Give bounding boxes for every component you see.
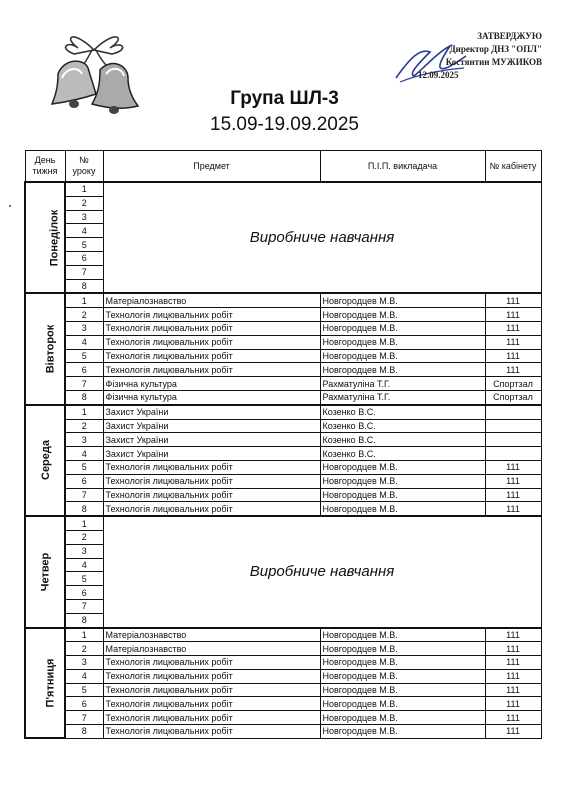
subject-cell: Фізична культура xyxy=(103,390,320,404)
lesson-number: 6 xyxy=(65,363,103,377)
table-row xyxy=(25,335,541,349)
day-cell xyxy=(25,405,65,516)
day-cell xyxy=(25,293,65,404)
col-room: № кабінету xyxy=(485,151,541,183)
lesson-number: 8 xyxy=(65,279,103,293)
room-cell: 111 xyxy=(485,656,541,670)
subject-cell: Захист України xyxy=(103,433,320,447)
room-cell xyxy=(485,405,541,419)
table-row xyxy=(25,363,541,377)
table-row xyxy=(25,447,541,461)
teacher-cell: Новгородцев М.В. xyxy=(320,725,485,739)
subject-cell: Матеріалознавство xyxy=(103,628,320,642)
lesson-number: 8 xyxy=(65,390,103,404)
lesson-number: 1 xyxy=(65,628,103,642)
teacher-cell: Новгородцев М.В. xyxy=(320,308,485,322)
subject-cell: Технологія лицювальних робіт xyxy=(103,363,320,377)
subject-cell: Матеріалознавство xyxy=(103,642,320,656)
lesson-number: 1 xyxy=(65,182,103,196)
teacher-cell: Новгородцев М.В. xyxy=(320,656,485,670)
approval-line: Костянтин МУЖИКОВ xyxy=(445,57,542,67)
lesson-number: 1 xyxy=(65,293,103,307)
lesson-number: 4 xyxy=(65,669,103,683)
subject-cell: Технологія лицювальних робіт xyxy=(103,656,320,670)
lesson-number: 5 xyxy=(65,572,103,586)
room-cell: 111 xyxy=(485,293,541,307)
lesson-number: 7 xyxy=(65,377,103,391)
teacher-cell: Рахматуліна Т.Г. xyxy=(320,390,485,404)
lesson-number: 6 xyxy=(65,474,103,488)
lesson-number: 3 xyxy=(65,210,103,224)
table-row xyxy=(25,669,541,683)
day-name: П'ятниця xyxy=(44,658,57,708)
room-cell: 111 xyxy=(485,683,541,697)
approval-line: ЗАТВЕРДЖУЮ xyxy=(477,31,542,41)
lesson-number: 8 xyxy=(65,725,103,739)
subject-cell: Захист України xyxy=(103,405,320,419)
table-row xyxy=(25,628,541,642)
schedule-table xyxy=(24,150,542,739)
table-row xyxy=(25,697,541,711)
teacher-cell: Новгородцев М.В. xyxy=(320,502,485,516)
lesson-number: 7 xyxy=(65,599,103,613)
teacher-cell: Новгородцев М.В. xyxy=(320,488,485,502)
table-row xyxy=(25,405,541,419)
subject-cell: Технологія лицювальних робіт xyxy=(103,488,320,502)
table-row xyxy=(25,460,541,474)
merged-activity: Виробниче навчання xyxy=(103,182,541,293)
lesson-number: 3 xyxy=(65,544,103,558)
room-cell: 111 xyxy=(485,474,541,488)
subject-cell: Захист України xyxy=(103,447,320,461)
room-cell: 111 xyxy=(485,502,541,516)
teacher-cell: Новгородцев М.В. xyxy=(320,669,485,683)
lesson-number: 2 xyxy=(65,642,103,656)
teacher-cell: Козенко В.С. xyxy=(320,419,485,433)
lesson-number: 2 xyxy=(65,196,103,210)
lesson-number: 5 xyxy=(65,460,103,474)
table-row xyxy=(25,474,541,488)
room-cell: 111 xyxy=(485,725,541,739)
subject-cell: Технологія лицювальних робіт xyxy=(103,502,320,516)
table-row xyxy=(25,683,541,697)
lesson-number: 5 xyxy=(65,683,103,697)
subject-cell: Технологія лицювальних робіт xyxy=(103,460,320,474)
col-lesson-no: № уроку xyxy=(65,151,103,183)
subject-cell: Технологія лицювальних робіт xyxy=(103,474,320,488)
table-row xyxy=(25,349,541,363)
lesson-number: 4 xyxy=(65,447,103,461)
day-cell xyxy=(25,628,65,739)
day-name: Понеділок xyxy=(48,209,61,266)
col-day: День тижня xyxy=(25,151,65,183)
room-cell: Спортзал xyxy=(485,377,541,391)
room-cell: 111 xyxy=(485,488,541,502)
teacher-cell: Новгородцев М.В. xyxy=(320,642,485,656)
teacher-cell: Новгородцев М.В. xyxy=(320,363,485,377)
table-row xyxy=(25,182,541,196)
day-cell xyxy=(25,516,65,627)
room-cell: Спортзал xyxy=(485,390,541,404)
subject-cell: Технологія лицювальних робіт xyxy=(103,669,320,683)
subject-cell: Технологія лицювальних робіт xyxy=(103,321,320,335)
lesson-number: 3 xyxy=(65,433,103,447)
teacher-cell: Новгородцев М.В. xyxy=(320,697,485,711)
lesson-number: 5 xyxy=(65,349,103,363)
group-title: Група ШЛ-3 xyxy=(230,88,339,109)
table-row xyxy=(25,293,541,307)
lesson-number: 4 xyxy=(65,224,103,238)
subject-cell: Технологія лицювальних робіт xyxy=(103,683,320,697)
teacher-cell: Новгородцев М.В. xyxy=(320,335,485,349)
teacher-cell: Рахматуліна Т.Г. xyxy=(320,377,485,391)
lesson-number: 7 xyxy=(65,711,103,725)
subject-cell: Технологія лицювальних робіт xyxy=(103,725,320,739)
approval-date: 12.09.2025 xyxy=(418,70,459,80)
table-row xyxy=(25,642,541,656)
lesson-number: 1 xyxy=(65,405,103,419)
room-cell: 111 xyxy=(485,697,541,711)
lesson-number: 5 xyxy=(65,238,103,252)
teacher-cell: Козенко В.С. xyxy=(320,405,485,419)
teacher-cell: Новгородцев М.В. xyxy=(320,349,485,363)
lesson-number: 3 xyxy=(65,656,103,670)
scan-speck xyxy=(9,205,11,207)
subject-cell: Матеріалознавство xyxy=(103,293,320,307)
teacher-cell: Новгородцев М.В. xyxy=(320,628,485,642)
lesson-number: 7 xyxy=(65,265,103,279)
subject-cell: Технологія лицювальних робіт xyxy=(103,711,320,725)
subject-cell: Технологія лицювальних робіт xyxy=(103,308,320,322)
day-name: Середа xyxy=(40,440,52,481)
subject-cell: Захист України xyxy=(103,419,320,433)
lesson-number: 3 xyxy=(65,321,103,335)
approval-line: Директор ДНЗ "ОПЛ" xyxy=(449,44,542,54)
teacher-cell: Козенко В.С. xyxy=(320,433,485,447)
room-cell: 111 xyxy=(485,349,541,363)
table-row xyxy=(25,308,541,322)
col-teacher: П.І.П. викладача xyxy=(320,151,485,183)
table-row xyxy=(25,321,541,335)
table-row xyxy=(25,711,541,725)
lesson-number: 6 xyxy=(65,697,103,711)
room-cell: 111 xyxy=(485,335,541,349)
room-cell: 111 xyxy=(485,321,541,335)
room-cell: 111 xyxy=(485,669,541,683)
teacher-cell: Новгородцев М.В. xyxy=(320,460,485,474)
table-row xyxy=(25,656,541,670)
col-subject: Предмет xyxy=(103,151,320,183)
merged-activity: Виробниче навчання xyxy=(103,516,541,627)
teacher-cell: Козенко В.С. xyxy=(320,447,485,461)
table-row xyxy=(25,488,541,502)
date-range: 15.09-19.09.2025 xyxy=(210,114,359,135)
table-row xyxy=(25,725,541,739)
table-row xyxy=(25,433,541,447)
room-cell: 111 xyxy=(485,308,541,322)
header-row xyxy=(25,151,541,183)
lesson-number: 7 xyxy=(65,488,103,502)
lesson-number: 8 xyxy=(65,502,103,516)
subject-cell: Технологія лицювальних робіт xyxy=(103,335,320,349)
lesson-number: 4 xyxy=(65,335,103,349)
room-cell: 111 xyxy=(485,642,541,656)
day-cell xyxy=(25,182,65,293)
room-cell: 111 xyxy=(485,363,541,377)
lesson-number: 6 xyxy=(65,586,103,600)
table-row xyxy=(25,377,541,391)
table-row xyxy=(25,419,541,433)
lesson-number: 2 xyxy=(65,530,103,544)
approval-block xyxy=(404,30,542,82)
table-row xyxy=(25,390,541,404)
lesson-number: 2 xyxy=(65,308,103,322)
teacher-cell: Новгородцев М.В. xyxy=(320,321,485,335)
room-cell xyxy=(485,433,541,447)
room-cell xyxy=(485,419,541,433)
lesson-number: 1 xyxy=(65,516,103,530)
room-cell xyxy=(485,447,541,461)
day-name: Четвер xyxy=(39,552,52,592)
lesson-number: 6 xyxy=(65,251,103,265)
table-row xyxy=(25,516,541,530)
teacher-cell: Новгородцев М.В. xyxy=(320,474,485,488)
lesson-number: 8 xyxy=(65,613,103,627)
teacher-cell: Новгородцев М.В. xyxy=(320,293,485,307)
day-name: Вівторок xyxy=(44,324,57,374)
lesson-number: 2 xyxy=(65,419,103,433)
subject-cell: Фізична культура xyxy=(103,377,320,391)
teacher-cell: Новгородцев М.В. xyxy=(320,683,485,697)
room-cell: 111 xyxy=(485,628,541,642)
subject-cell: Технологія лицювальних робіт xyxy=(103,697,320,711)
teacher-cell: Новгородцев М.В. xyxy=(320,711,485,725)
room-cell: 111 xyxy=(485,460,541,474)
subject-cell: Технологія лицювальних робіт xyxy=(103,349,320,363)
lesson-number: 4 xyxy=(65,558,103,572)
table-row xyxy=(25,502,541,516)
room-cell: 111 xyxy=(485,711,541,725)
